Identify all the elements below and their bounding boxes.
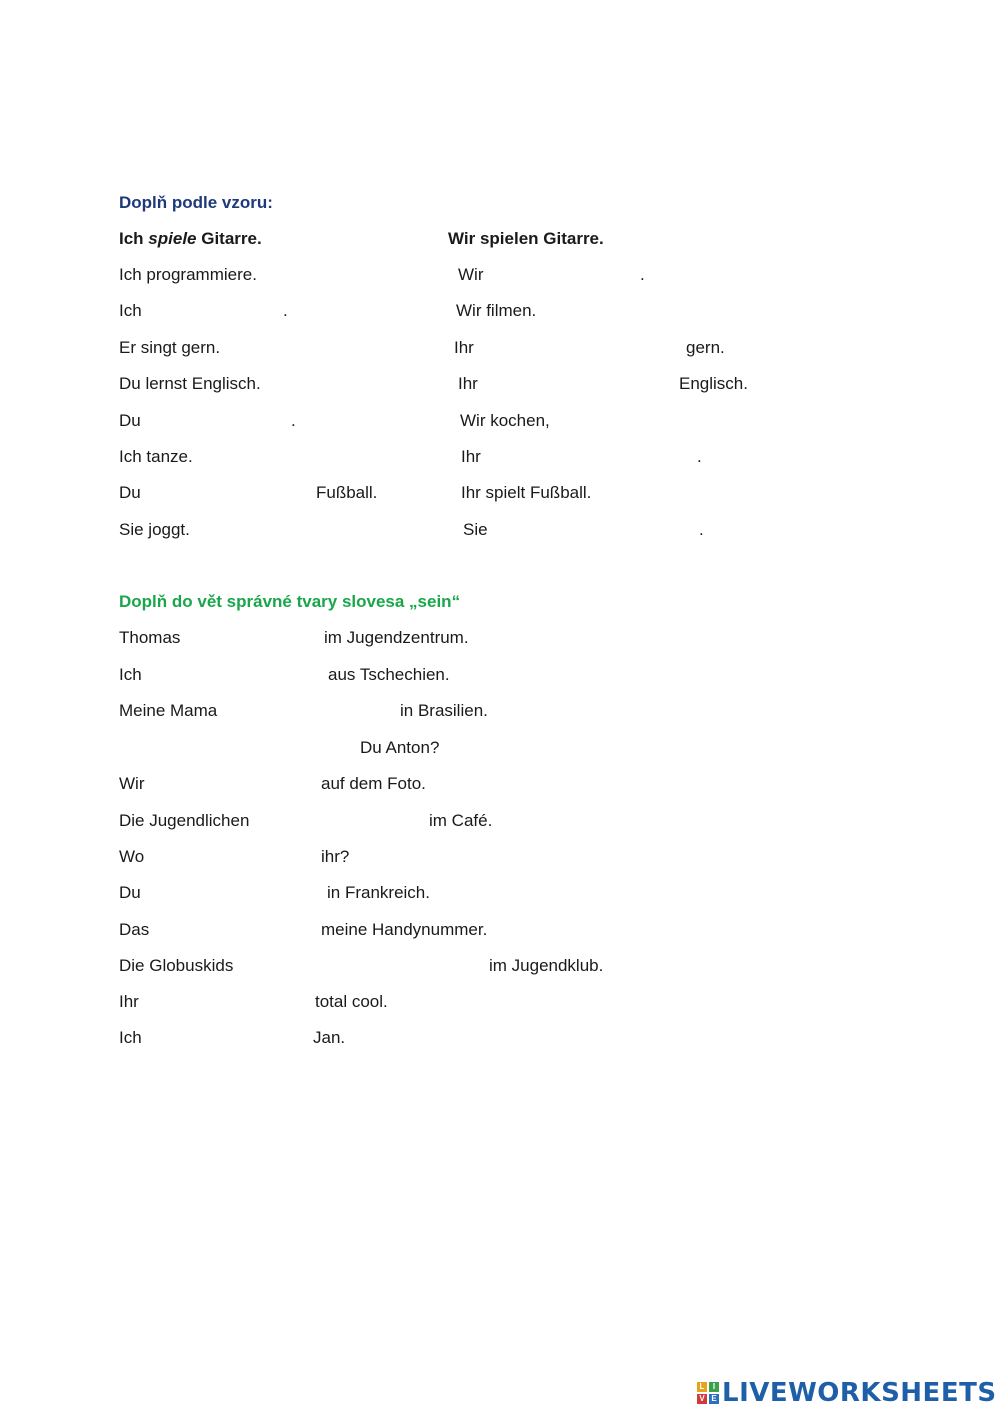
ex1-row-right-end: . xyxy=(697,447,702,466)
ex2-row-subject: Wo xyxy=(119,847,145,866)
example-right: Wir spielen Gitarre. xyxy=(448,229,604,248)
ex1-row-right: Sie xyxy=(463,520,488,539)
ex1-row-left: Du xyxy=(119,483,141,502)
ex1-row-left-end: . xyxy=(283,301,288,320)
ex2-row-subject: Ich xyxy=(119,665,142,684)
ex1-row-left: Ich tanze. xyxy=(119,447,193,466)
ex2-row-rest: in Frankreich. xyxy=(327,883,430,902)
ex2-row-rest: im Jugendklub. xyxy=(489,956,604,975)
logo-mark-icon xyxy=(697,1382,719,1404)
exercise1-title: Doplň podle vzoru: xyxy=(119,193,273,212)
logo-letter: V xyxy=(697,1394,707,1404)
logo-letter: E xyxy=(709,1394,719,1404)
ex2-row-rest: Du Anton? xyxy=(360,738,440,757)
ex1-row-right-end: . xyxy=(640,265,645,284)
ex2-row-subject: Du xyxy=(119,883,141,902)
ex1-row-right: Wir kochen, xyxy=(460,411,550,430)
logo-letter: I xyxy=(709,1382,719,1392)
ex2-row-rest: Jan. xyxy=(313,1028,346,1047)
ex2-row-rest: total cool. xyxy=(315,992,388,1011)
ex2-row-subject: Wir xyxy=(119,774,145,793)
liveworksheets-logo xyxy=(697,1379,997,1407)
ex1-row-right: Ihr xyxy=(458,374,478,393)
exercise2-title: Doplň do vět správné tvary slovesa „sein“ xyxy=(119,592,461,611)
ex2-row-rest: aus Tschechien. xyxy=(328,665,450,684)
example-left-subject: Ich xyxy=(119,229,144,248)
ex1-row-right-end: . xyxy=(699,520,704,539)
ex2-row-subject: Das xyxy=(119,920,150,939)
ex1-row-left-end: . xyxy=(291,411,296,430)
ex1-row-left: Du xyxy=(119,411,141,430)
ex2-row-subject: Ich xyxy=(119,1028,142,1047)
ex1-row-right: Ihr xyxy=(461,447,481,466)
logo-text: LIVEWORKSHEETS xyxy=(722,1378,997,1408)
ex1-row-right: Wir xyxy=(458,265,484,284)
ex2-row-rest: ihr? xyxy=(321,847,350,866)
ex1-row-right: Ihr xyxy=(454,338,474,357)
ex1-row-right-end: gern. xyxy=(686,338,725,357)
ex2-row-subject: Meine Mama xyxy=(119,701,218,720)
ex1-row-left: Ich xyxy=(119,301,142,320)
ex1-row-left: Sie joggt. xyxy=(119,520,190,539)
ex1-row-left: Du lernst Englisch. xyxy=(119,374,261,393)
ex1-row-left-end: Fußball. xyxy=(316,483,378,502)
logo-letter: L xyxy=(697,1382,707,1392)
ex2-row-subject: Die Jugendlichen xyxy=(119,811,250,830)
ex2-row-rest: im Jugendzentrum. xyxy=(324,628,469,647)
ex2-row-rest: auf dem Foto. xyxy=(321,774,426,793)
ex2-row-subject: Ihr xyxy=(119,992,139,1011)
ex1-row-right: Ihr spielt Fußball. xyxy=(461,483,592,502)
example-left-object: Gitarre. xyxy=(201,229,262,248)
ex1-row-right: Wir filmen. xyxy=(456,301,537,320)
ex1-row-right-end: Englisch. xyxy=(679,374,748,393)
ex2-row-subject: Thomas xyxy=(119,628,181,647)
example-left-verb: spiele xyxy=(148,229,197,248)
ex1-row-left: Ich programmiere. xyxy=(119,265,257,284)
example-left xyxy=(119,229,262,249)
ex2-row-rest: meine Handynummer. xyxy=(321,920,488,939)
ex2-row-rest: im Café. xyxy=(429,811,493,830)
ex2-row-rest: in Brasilien. xyxy=(400,701,488,720)
ex1-row-left: Er singt gern. xyxy=(119,338,221,357)
ex2-row-subject: Die Globuskids xyxy=(119,956,234,975)
